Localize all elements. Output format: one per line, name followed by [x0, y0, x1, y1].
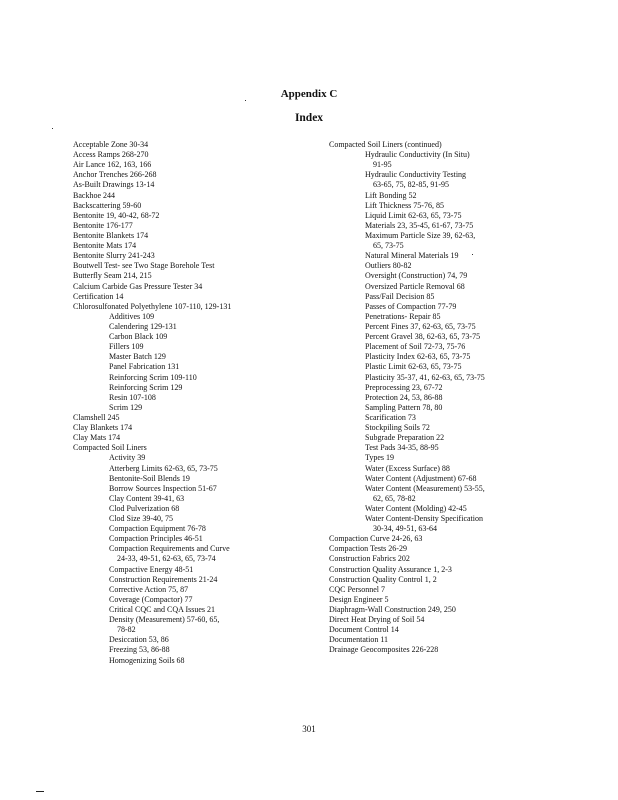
index-entry: Compaction Requirements and Curve	[109, 544, 230, 554]
index-entry: Corrective Action 75, 87	[109, 584, 189, 594]
index-entry: Coverage (Compactor) 77	[109, 594, 193, 604]
index-entry: Air Lance 162, 163, 166	[73, 160, 152, 170]
index-entry: Hydraulic Conductivity Testing	[365, 170, 467, 180]
scan-margin-mark	[36, 791, 44, 792]
appendix-heading: Appendix C	[280, 88, 338, 100]
index-entry: Borrow Sources Inspection 51-67	[109, 483, 217, 493]
index-entry: Placement of Soil 72-73, 75-76	[365, 342, 466, 352]
index-entry: Panel Fabrication 131	[109, 362, 180, 372]
index-entry: Construction Requirements 21-24	[109, 574, 218, 584]
index-entry: Compacted Soil Liners (continued)	[329, 140, 442, 149]
index-entry: Calcium Carbide Gas Pressure Tester 34	[73, 281, 203, 291]
index-entry: Bentonite Mats 174	[73, 241, 137, 251]
index-entry: Compaction Principles 46-51	[109, 534, 203, 544]
index-entry: Density (Measurement) 57-60, 65,	[109, 615, 220, 625]
index-entry: Bentonite Slurry 241-243	[73, 251, 155, 261]
index-entry: Construction Quality Assurance 1, 2-3	[329, 564, 452, 574]
index-entry: Drainage Geocomposites 226-228	[329, 645, 439, 655]
index-entry: Percent Gravel 38, 62-63, 65, 73-75	[365, 332, 481, 342]
index-entry: Compactive Energy 48-51	[109, 564, 194, 574]
index-entry: Bentonite Blankets 174	[73, 230, 149, 240]
index-entry: Diaphragm-Wall Construction 249, 250	[329, 605, 456, 615]
index-entry: Water Content (Molding) 42-45	[365, 503, 467, 513]
index-entry: Homogenizing Soils 68	[109, 655, 185, 665]
index-entry: Types 19	[365, 453, 394, 463]
index-entry: Master Batch 129	[109, 352, 166, 362]
index-entry: Document Control 14	[329, 625, 399, 635]
index-entry: Plastic Limit 62-63, 65, 73-75	[365, 362, 462, 372]
index-entry: Stockpiling Soils 72	[365, 423, 430, 433]
index-entry: Bentonite 19, 40-42, 68-72	[73, 210, 160, 220]
index-entry: 24-33, 49-51, 62-63, 65, 73-74	[117, 554, 216, 564]
index-entry: Percent Fines 37, 62-63, 65, 73-75	[365, 321, 476, 331]
index-entry: 91-95	[373, 160, 392, 170]
index-entry: Carbon Black 109	[109, 332, 168, 342]
index-entry: Design Engineer 5	[329, 594, 389, 604]
index-entry: Scarification 73	[365, 412, 416, 422]
index-entry: Bentonite 176-177	[73, 220, 133, 230]
index-column-left	[73, 140, 323, 666]
index-entry: Chlorosulfonated Polyethylene 107-110, 129-131	[73, 301, 232, 311]
index-entry: Atterberg Limits 62-63, 65, 73-75	[109, 463, 218, 473]
index-entry: Lift Thickness 75-76, 85	[365, 200, 444, 210]
index-entry: Hydraulic Conductivity (In Situ)	[365, 150, 470, 160]
index-entry: Backscattering 59-60	[73, 200, 142, 210]
index-entry: Clod Size 39-40, 75	[109, 514, 173, 524]
index-entry: Plasticity 35-37, 41, 62-63, 65, 73-75	[365, 372, 485, 382]
index-entry: Clamshell 245	[73, 412, 120, 422]
index-entry: Additives 109	[109, 311, 155, 321]
index-entry: Access Ramps 268-270	[73, 150, 149, 160]
index-entry: Maximum Particle Size 39, 62-63,	[365, 230, 476, 240]
index-entry: Butterfly Seam 214, 215	[73, 271, 152, 281]
index-entry: Protection 24, 53, 86-88	[365, 392, 443, 402]
index-entry: Backhoe 244	[73, 190, 115, 200]
index-entry: Passes of Compaction 77-79	[365, 301, 457, 311]
index-column-right	[329, 140, 594, 656]
index-entry: Anchor Trenches 266-268	[73, 170, 157, 180]
index-entry: 65, 73-75	[373, 241, 404, 251]
index-entry: Penetrations- Repair 85	[365, 311, 441, 321]
index-entry: Water Content (Adjustment) 67-68	[365, 473, 477, 483]
page-number: 301	[302, 724, 316, 734]
index-entry: Documentation 11	[329, 635, 389, 645]
index-entry: Clay Blankets 174	[73, 423, 133, 433]
index-entry: Certification 14	[73, 291, 124, 301]
index-entry: Water Content (Measurement) 53-55,	[365, 483, 485, 493]
index-entry: Construction Quality Control 1, 2	[329, 574, 437, 584]
index-entry: Reinforcing Scrim 109-110	[109, 372, 197, 382]
index-entry: Water (Excess Surface) 88	[365, 463, 450, 473]
index-entry: Compaction Curve 24-26, 63	[329, 534, 423, 544]
index-entry: Scrim 129	[109, 402, 143, 412]
index-entry: Liquid Limit 62-63, 65, 73-75	[365, 210, 462, 220]
index-entry: As-Built Drawings 13-14	[73, 180, 155, 190]
index-entry: Compaction Tests 26-29	[329, 544, 407, 554]
index-entry: Calendering 129-131	[109, 321, 177, 331]
index-entry: 78-82	[117, 625, 136, 635]
scan-speck	[245, 100, 246, 101]
index-entry: Water Content-Density Specification	[365, 514, 483, 524]
scan-speck	[472, 254, 473, 255]
index-entry: Materials 23, 35-45, 61-67, 73-75	[365, 220, 474, 230]
index-entry: Preprocessing 23, 67-72	[365, 382, 443, 392]
index-entry: CQC Personnel 7	[329, 584, 385, 594]
index-entry: Subgrade Preparation 22	[365, 433, 445, 443]
index-entry: Clay Mats 174	[73, 433, 121, 443]
index-entry: Boutwell Test- see Two Stage Borehole Test	[73, 261, 215, 271]
index-entry: Outliers 80-82	[365, 261, 412, 271]
index-entry: Fillers 109	[109, 342, 144, 352]
index-entry: Desiccation 53, 86	[109, 635, 169, 645]
index-entry: Natural Mineral Materials 19	[365, 251, 459, 261]
index-entry: Direct Heat Drying of Soil 54	[329, 615, 425, 625]
index-entry: Critical CQC and CQA Issues 21	[109, 605, 215, 615]
index-entry: Test Pads 34-35, 88-95	[365, 443, 439, 453]
index-entry: Freezing 53, 86-88	[109, 645, 170, 655]
index-entry: Oversized Particle Removal 68	[365, 281, 465, 291]
index-entry: Sampling Pattern 78, 80	[365, 402, 443, 412]
index-entry: Construction Fabrics 202	[329, 554, 410, 564]
scan-speck	[52, 128, 53, 129]
index-entry: Resin 107-108	[109, 392, 156, 402]
index-entry: Pass/Fail Decision 85	[365, 291, 435, 301]
index-entry: Oversight (Construction) 74, 79	[365, 271, 468, 281]
index-entry: Acceptable Zone 30-34	[73, 140, 149, 149]
index-entry: Activity 39	[109, 453, 146, 463]
index-heading: Index	[294, 112, 324, 124]
index-entry: 62, 65, 78-82	[373, 493, 416, 503]
index-entry: Reinforcing Scrim 129	[109, 382, 183, 392]
index-entry: Compacted Soil Liners	[73, 443, 147, 453]
index-entry: Bentonite-Soil Blends 19	[109, 473, 190, 483]
index-entry: Clod Pulverization 68	[109, 503, 180, 513]
index-entry: 30-34, 49-51, 63-64	[373, 524, 437, 534]
index-entry: Clay Content 39-41, 63	[109, 493, 185, 503]
index-entry: Compaction Equipment 76-78	[109, 524, 206, 534]
index-entry: Plasticity Index 62-63, 65, 73-75	[365, 352, 471, 362]
index-entry: Lift Bonding 52	[365, 190, 417, 200]
index-entry: 63-65, 75, 82-85, 91-95	[373, 180, 449, 190]
